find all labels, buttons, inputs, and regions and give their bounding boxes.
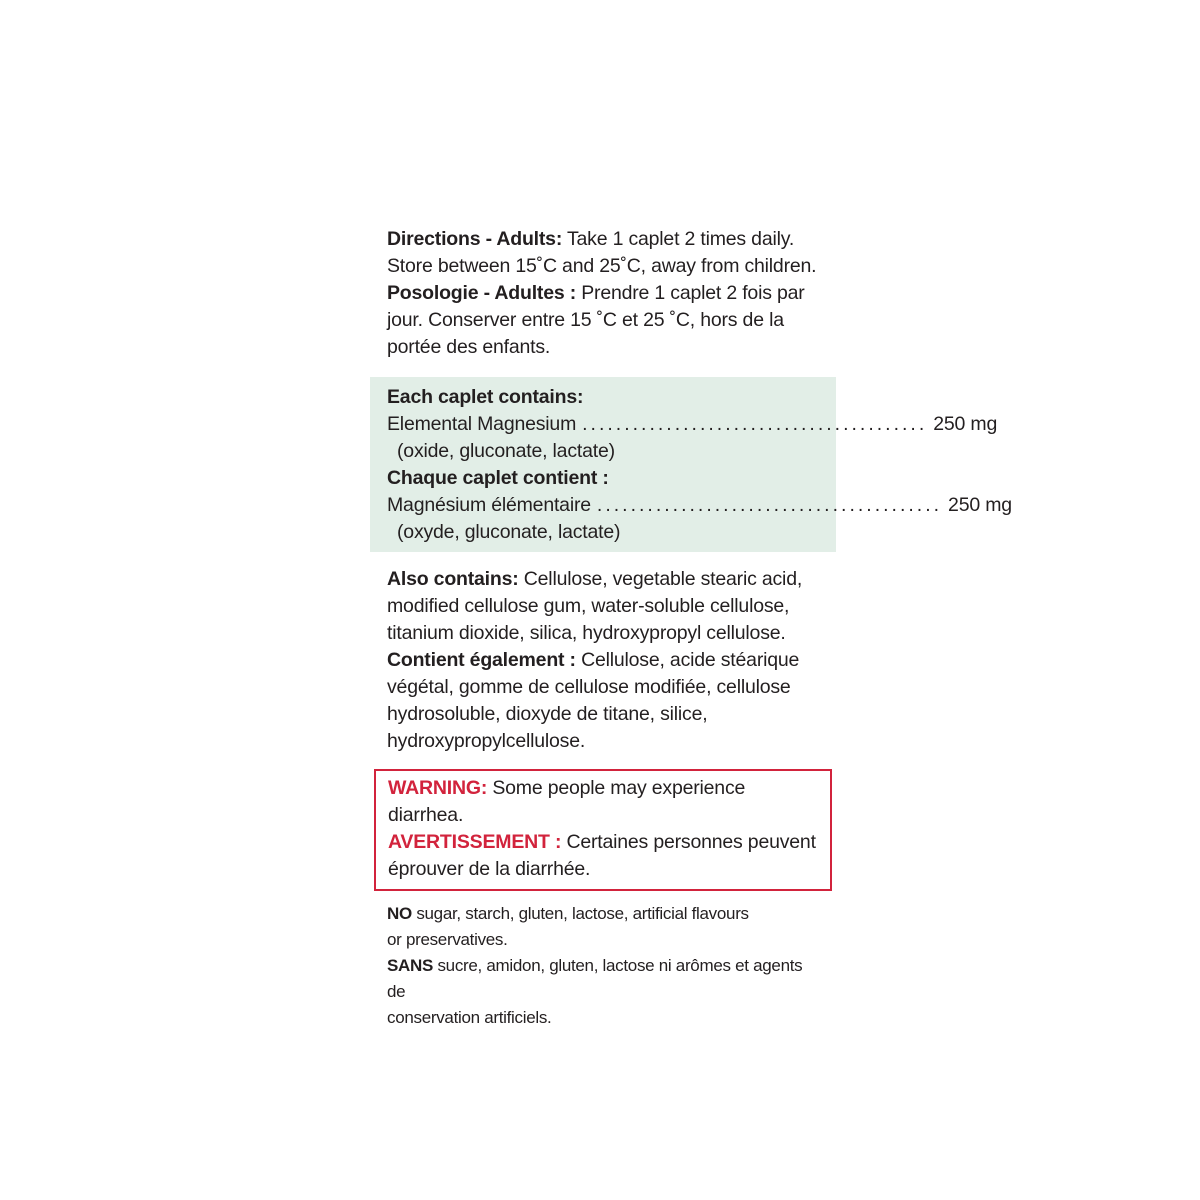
dot-leader: ......................................... xyxy=(582,413,928,435)
warning-fr-text-1: Certaines personnes peuvent xyxy=(561,831,816,853)
ingredient-fr-sources: (oxyde, gluconate, lactate) xyxy=(397,521,621,543)
also-fr-heading: Contient également : xyxy=(387,649,576,671)
warning-en-heading: WARNING: xyxy=(388,777,488,799)
free-from-en-heading: NO xyxy=(387,904,412,923)
directions-fr-heading: Posologie - Adultes : xyxy=(387,282,577,304)
directions-fr xyxy=(387,280,824,307)
directions-fr-text-1: Prendre 1 caplet 2 fois par xyxy=(576,282,805,304)
storage-en: Store between 15˚C and 25˚C, away from children. xyxy=(387,255,817,277)
ingredients-fr-heading: Chaque caplet contient : xyxy=(387,467,609,489)
medicinal-ingredients-box xyxy=(370,377,1012,552)
also-en-line-2: modified cellulose gum, water-soluble cellulose, xyxy=(387,595,790,617)
also-fr-line-3: hydrosoluble, dioxyde de titane, silice, xyxy=(387,703,708,725)
product-label-panel xyxy=(370,226,1012,1031)
also-en-line-3: titanium dioxide, silica, hydroxypropyl cellulose. xyxy=(387,622,786,644)
directions-en xyxy=(387,226,824,253)
free-from-fr-line-2: conservation artificiels. xyxy=(387,1008,552,1027)
ingredient-fr-amount: 250 mg xyxy=(948,494,1012,516)
ingredient-row-fr xyxy=(387,492,1012,519)
warning-fr-text-2: éprouver de la diarrhée. xyxy=(388,858,591,880)
also-fr-line-2: végétal, gomme de cellulose modifiée, cellulose xyxy=(387,676,791,698)
warning-en-text: Some people may experience diarrhea. xyxy=(388,777,746,826)
ingredients-en-heading: Each caplet contains: xyxy=(387,386,584,408)
directions-en-heading: Directions - Adults: xyxy=(387,228,563,250)
free-from-en-line-1: sugar, starch, gluten, lactose, artificial flavours xyxy=(411,904,749,923)
ingredient-fr-name: Magnésium élémentaire xyxy=(387,494,591,516)
dot-leader: ......................................... xyxy=(596,494,943,516)
free-from-section xyxy=(370,901,836,1031)
also-en-heading: Also contains: xyxy=(387,568,519,590)
ingredient-en-amount: 250 mg xyxy=(933,413,998,435)
directions-fr-text-2: jour. Conserver entre 15 ˚C et 25 ˚C, hors de la xyxy=(387,309,784,331)
directions-section xyxy=(370,226,836,361)
directions-fr-text-3: portée des enfants. xyxy=(387,336,551,358)
warning-fr-heading: AVERTISSEMENT : xyxy=(388,831,562,853)
also-en-line-1: Cellulose, vegetable stearic acid, xyxy=(518,568,803,590)
ingredient-en-sources: (oxide, gluconate, lactate) xyxy=(397,440,615,462)
free-from-en-line-2: or preservatives. xyxy=(387,930,508,949)
also-fr-line-1: Cellulose, acide stéarique xyxy=(575,649,800,671)
also-fr-line-4: hydroxypropylcellulose. xyxy=(387,730,586,752)
free-from-fr-line-1: sucre, amidon, gluten, lactose ni arômes et agents de xyxy=(387,956,803,1001)
warning-box xyxy=(374,769,832,891)
non-medicinal-ingredients xyxy=(370,566,836,755)
free-from-fr-heading: SANS xyxy=(387,956,434,975)
ingredient-row-en xyxy=(387,411,998,438)
ingredient-en-name: Elemental Magnesium xyxy=(387,413,577,435)
directions-en-text: Take 1 caplet 2 times daily. xyxy=(562,228,795,250)
